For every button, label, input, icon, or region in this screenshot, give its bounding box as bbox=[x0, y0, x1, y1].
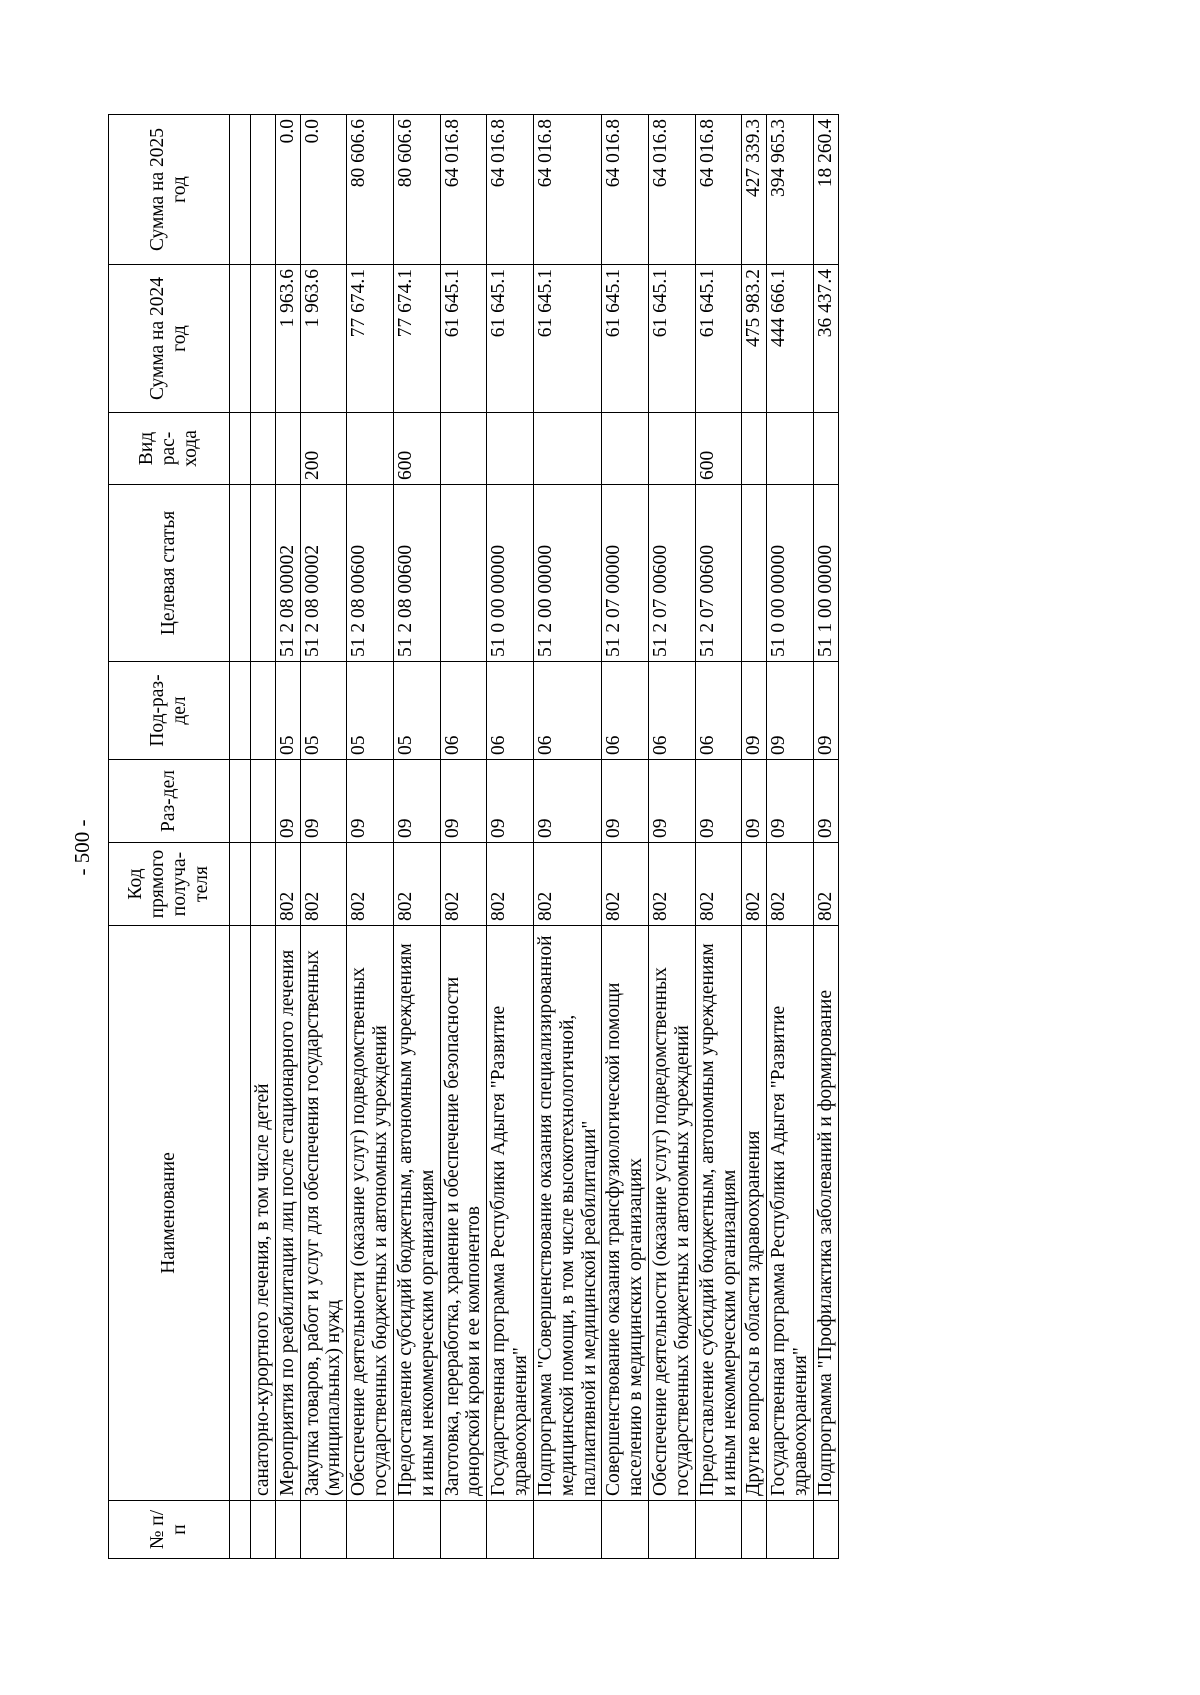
cell-num bbox=[742, 1501, 767, 1559]
cell-sum2024: 61 645.1 bbox=[487, 265, 534, 413]
cell-podrazdel: 09 bbox=[767, 662, 814, 760]
cell-sum2024: 61 645.1 bbox=[602, 265, 649, 413]
cell-vid bbox=[275, 413, 300, 485]
header-num: № п/п bbox=[109, 1501, 230, 1559]
cell-vid bbox=[347, 413, 394, 485]
cell-razdel: 09 bbox=[813, 760, 838, 843]
cell-code: 802 bbox=[347, 843, 394, 926]
cell-celevaya bbox=[251, 485, 276, 662]
cell-sum2025: 64 016.8 bbox=[602, 115, 649, 265]
cell-sum2024: 61 645.1 bbox=[695, 265, 742, 413]
cell-celevaya: 51 1 00 00000 bbox=[813, 485, 838, 662]
cell-num bbox=[440, 1501, 487, 1559]
cell-vid bbox=[487, 413, 534, 485]
cell-sum2024: 61 645.1 bbox=[533, 265, 601, 413]
cell-razdel: 09 bbox=[275, 760, 300, 843]
cell-name: Закупка товаров, работ и услуг для обеспечения государственных (муниципальных) нужд bbox=[300, 926, 347, 1501]
cell-sum2025: 0.0 bbox=[300, 115, 347, 265]
page-number: - 500 - bbox=[70, 819, 94, 876]
cell-celevaya: 51 2 08 00600 bbox=[347, 485, 394, 662]
cell-celevaya: 51 2 08 00600 bbox=[393, 485, 440, 662]
cell-sum2024: 1 963.6 bbox=[300, 265, 347, 413]
cell-celevaya bbox=[742, 485, 767, 662]
cell-name: Государственная программа Республики Адыгея "Развитие здравоохранения" bbox=[487, 926, 534, 1501]
table-row bbox=[347, 115, 394, 1559]
cell-vid: 200 bbox=[300, 413, 347, 485]
cell-razdel: 09 bbox=[649, 760, 696, 843]
header-celevaya: Целевая статья bbox=[109, 485, 230, 662]
header-podrazdel: Под-раз-дел bbox=[109, 662, 230, 760]
cell-podrazdel: 06 bbox=[602, 662, 649, 760]
cell-code: 802 bbox=[742, 843, 767, 926]
cell-code: 802 bbox=[649, 843, 696, 926]
cell-code: 802 bbox=[487, 843, 534, 926]
cell-razdel: 09 bbox=[742, 760, 767, 843]
header-row bbox=[109, 115, 230, 1559]
cell-razdel: 09 bbox=[347, 760, 394, 843]
cell-podrazdel: 06 bbox=[649, 662, 696, 760]
cell-num bbox=[813, 1501, 838, 1559]
cell-sum2024 bbox=[251, 265, 276, 413]
cell-sum2025: 80 606.6 bbox=[347, 115, 394, 265]
cell-code: 802 bbox=[440, 843, 487, 926]
cell-code: 802 bbox=[602, 843, 649, 926]
cell-sum2024: 1 963.6 bbox=[275, 265, 300, 413]
cell-code: 802 bbox=[695, 843, 742, 926]
cell-name: Обеспечение деятельности (оказание услуг) подведомственных государственных бюджетных и автономных учреждений bbox=[347, 926, 394, 1501]
cell-vid bbox=[533, 413, 601, 485]
table-row bbox=[813, 115, 838, 1559]
cell-podrazdel: 09 bbox=[742, 662, 767, 760]
cell-sum2025: 80 606.6 bbox=[393, 115, 440, 265]
cell-sum2024: 61 645.1 bbox=[440, 265, 487, 413]
table-row bbox=[767, 115, 814, 1559]
cell-podrazdel: 05 bbox=[347, 662, 394, 760]
cell-code: 802 bbox=[393, 843, 440, 926]
cell-podrazdel: 09 bbox=[813, 662, 838, 760]
cell-name: санаторно-курортного лечения, в том числе детей bbox=[251, 926, 276, 1501]
header-sum2025: Сумма на 2025 год bbox=[109, 115, 230, 265]
table-row bbox=[695, 115, 742, 1559]
cell-podrazdel: 06 bbox=[533, 662, 601, 760]
cell-razdel: 09 bbox=[300, 760, 347, 843]
cell-podrazdel: 06 bbox=[440, 662, 487, 760]
cell-razdel: 09 bbox=[440, 760, 487, 843]
cell-num bbox=[602, 1501, 649, 1559]
cell-sum2024: 36 437.4 bbox=[813, 265, 838, 413]
cell-celevaya: 51 2 08 00002 bbox=[300, 485, 347, 662]
header-razdel: Раз-дел bbox=[109, 760, 230, 843]
cell-sum2025: 64 016.8 bbox=[695, 115, 742, 265]
cell-razdel: 09 bbox=[393, 760, 440, 843]
cell-celevaya: 51 2 07 00000 bbox=[602, 485, 649, 662]
cell-sum2024: 475 983.2 bbox=[742, 265, 767, 413]
table-row bbox=[300, 115, 347, 1559]
table-row bbox=[275, 115, 300, 1559]
table-row bbox=[487, 115, 534, 1559]
cell-sum2025: 0.0 bbox=[275, 115, 300, 265]
cell-celevaya: 51 0 00 00000 bbox=[767, 485, 814, 662]
cell-name: Другие вопросы в области здравоохранения bbox=[742, 926, 767, 1501]
cell-num bbox=[251, 1501, 276, 1559]
cell-num bbox=[649, 1501, 696, 1559]
cell-code bbox=[251, 843, 276, 926]
cell-sum2025: 64 016.8 bbox=[487, 115, 534, 265]
cell-sum2025: 427 339.3 bbox=[742, 115, 767, 265]
cell-celevaya bbox=[440, 485, 487, 662]
budget-table bbox=[108, 114, 839, 1559]
empty-row bbox=[230, 115, 251, 1559]
cell-vid: 600 bbox=[695, 413, 742, 485]
cell-vid: 600 bbox=[393, 413, 440, 485]
cell-celevaya: 51 2 08 00002 bbox=[275, 485, 300, 662]
table-row bbox=[251, 115, 276, 1559]
cell-vid bbox=[742, 413, 767, 485]
cell-name: Обеспечение деятельности (оказание услуг) подведомственных государственных бюджетных и автономных учреждений bbox=[649, 926, 696, 1501]
cell-vid bbox=[251, 413, 276, 485]
cell-podrazdel: 06 bbox=[487, 662, 534, 760]
cell-num bbox=[393, 1501, 440, 1559]
cell-vid bbox=[602, 413, 649, 485]
cell-razdel: 09 bbox=[767, 760, 814, 843]
cell-podrazdel bbox=[251, 662, 276, 760]
cell-name: Мероприятия по реабилитации лиц после стационарного лечения bbox=[275, 926, 300, 1501]
header-sum2024: Сумма на 2024 год bbox=[109, 265, 230, 413]
cell-podrazdel: 05 bbox=[275, 662, 300, 760]
cell-vid bbox=[813, 413, 838, 485]
cell-sum2025: 18 260.4 bbox=[813, 115, 838, 265]
header-name: Наименование bbox=[109, 926, 230, 1501]
cell-code: 802 bbox=[533, 843, 601, 926]
cell-name: Совершенствование оказания трансфузиологической помощи населению в медицинских организациях bbox=[602, 926, 649, 1501]
cell-code: 802 bbox=[813, 843, 838, 926]
cell-vid bbox=[649, 413, 696, 485]
cell-num bbox=[275, 1501, 300, 1559]
cell-celevaya: 51 2 00 00000 bbox=[533, 485, 601, 662]
cell-podrazdel: 05 bbox=[393, 662, 440, 760]
table-row bbox=[533, 115, 601, 1559]
cell-name: Предоставление субсидий бюджетным, автономным учреждениям и иным некоммерческим организациям bbox=[393, 926, 440, 1501]
cell-razdel bbox=[251, 760, 276, 843]
cell-celevaya: 51 2 07 00600 bbox=[649, 485, 696, 662]
cell-sum2025 bbox=[251, 115, 276, 265]
cell-sum2024: 61 645.1 bbox=[649, 265, 696, 413]
cell-num bbox=[533, 1501, 601, 1559]
header-vid: Вид рас-хода bbox=[109, 413, 230, 485]
table-row bbox=[742, 115, 767, 1559]
cell-code: 802 bbox=[300, 843, 347, 926]
cell-podrazdel: 05 bbox=[300, 662, 347, 760]
table-row bbox=[602, 115, 649, 1559]
cell-sum2024: 77 674.1 bbox=[393, 265, 440, 413]
cell-sum2025: 64 016.8 bbox=[533, 115, 601, 265]
cell-celevaya: 51 2 07 00600 bbox=[695, 485, 742, 662]
cell-num bbox=[347, 1501, 394, 1559]
cell-num bbox=[695, 1501, 742, 1559]
cell-razdel: 09 bbox=[602, 760, 649, 843]
cell-sum2025: 64 016.8 bbox=[440, 115, 487, 265]
cell-name: Подпрограмма "Совершенствование оказания специализированной медицинской помощи, в том числе высокотехнологичной, паллиативной и медицинской реабилитации" bbox=[533, 926, 601, 1501]
cell-name: Предоставление субсидий бюджетным, автономным учреждениям и иным некоммерческим организациям bbox=[695, 926, 742, 1501]
header-code: Код прямого получа-теля bbox=[109, 843, 230, 926]
cell-code: 802 bbox=[275, 843, 300, 926]
cell-vid bbox=[767, 413, 814, 485]
cell-name: Подпрограмма "Профилактика заболеваний и формирование bbox=[813, 926, 838, 1501]
table-row bbox=[649, 115, 696, 1559]
cell-celevaya: 51 0 00 00000 bbox=[487, 485, 534, 662]
cell-podrazdel: 06 bbox=[695, 662, 742, 760]
cell-razdel: 09 bbox=[695, 760, 742, 843]
cell-sum2025: 64 016.8 bbox=[649, 115, 696, 265]
cell-razdel: 09 bbox=[533, 760, 601, 843]
table-row bbox=[440, 115, 487, 1559]
cell-name: Заготовка, переработка, хранение и обеспечение безопасности донорской крови и ее компонентов bbox=[440, 926, 487, 1501]
table-row bbox=[393, 115, 440, 1559]
cell-sum2025: 394 965.3 bbox=[767, 115, 814, 265]
cell-num bbox=[767, 1501, 814, 1559]
cell-sum2024: 77 674.1 bbox=[347, 265, 394, 413]
cell-razdel: 09 bbox=[487, 760, 534, 843]
cell-num bbox=[300, 1501, 347, 1559]
cell-num bbox=[487, 1501, 534, 1559]
cell-name: Государственная программа Республики Адыгея "Развитие здравоохранения" bbox=[767, 926, 814, 1501]
cell-sum2024: 444 666.1 bbox=[767, 265, 814, 413]
table-body bbox=[251, 115, 839, 1559]
cell-code: 802 bbox=[767, 843, 814, 926]
cell-vid bbox=[440, 413, 487, 485]
